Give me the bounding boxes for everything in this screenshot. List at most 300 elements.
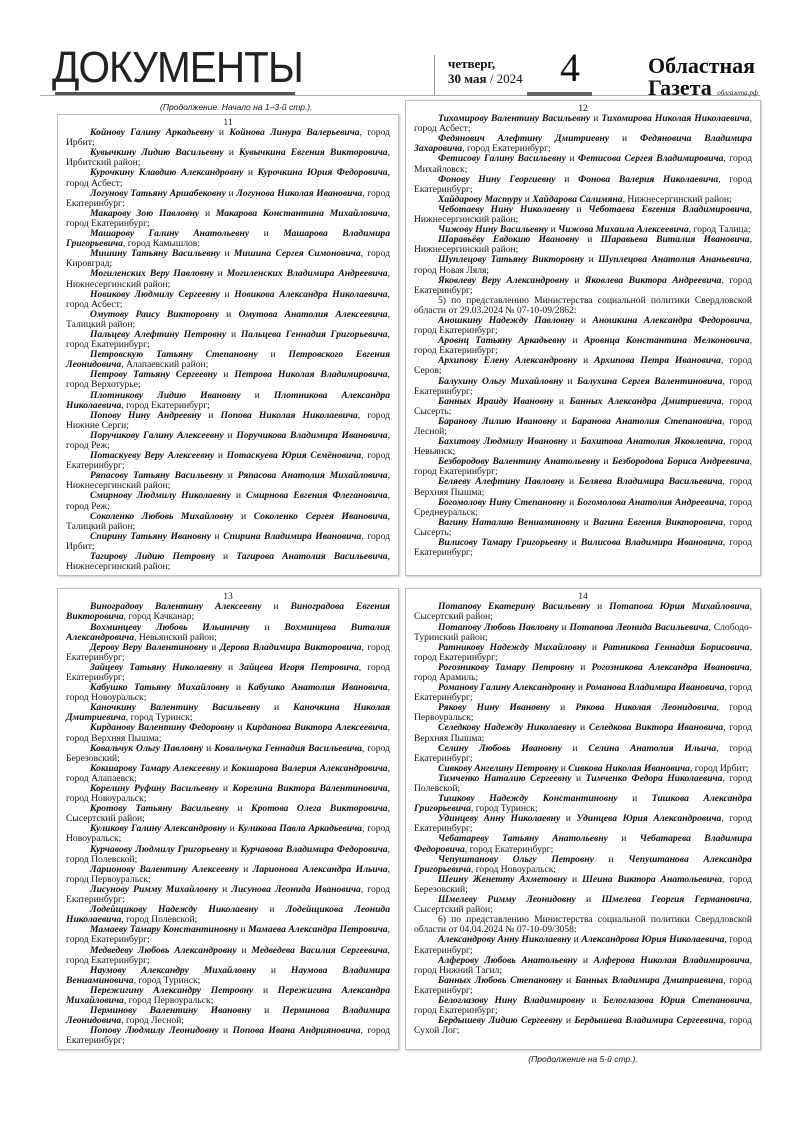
person-name: Баранову Лилию Ивановну <box>438 415 557 427</box>
person-name: Соколенко Сергея Ивановича <box>253 510 388 522</box>
conjunction: и <box>226 308 232 320</box>
person-name: Ларионову Валентину Алексеевну <box>90 863 239 875</box>
conjunction: и <box>561 621 567 633</box>
list-item: Чеботаеву Нину Николаевну и Чеботаева Евгения Владимировича, Нижнесергинский район; <box>414 203 752 226</box>
location: город Кировград; <box>66 248 390 270</box>
list-item: Алферову Любовь Анатольевну и Алферова Николая Владимировича, город Нижний Тагил; <box>414 954 752 976</box>
location: Невьянский район; <box>138 631 217 643</box>
list-item: Чижову Нину Васильевну и Чижова Михаила Алексеевича, город Талица; <box>438 224 751 236</box>
list-item: Тимченко Наталию Сергеевну и Тимченко Федора Николаевича, город Полевской; <box>414 772 753 794</box>
person-name: Тишкову Надежду Константиновну <box>438 793 618 805</box>
location: город Екатеринбург; <box>414 682 752 704</box>
list-item: Новикову Людмилу Сергеевну и Новикова Александра Николаевича, город Асбест; <box>66 288 390 310</box>
list-item: Лодейщикову Надежду Николаевну и Лодейщикова Леонида Николаевича, город Полевской; <box>66 904 390 926</box>
person-name: Ряпасова Анатолия Михайловича <box>237 470 388 482</box>
document-page-11 <box>57 114 399 576</box>
conjunction: и <box>569 153 575 165</box>
section-number: 13 <box>223 591 233 603</box>
person-name: Селина Анатолия Ильича <box>588 742 717 754</box>
conjunction: и <box>264 1005 270 1017</box>
conjunction: и <box>573 934 579 946</box>
list-item: Белоглазову Нину Владимировну и Белоглазова Юрия Степановича, город Екатеринбург; <box>414 994 752 1017</box>
list-item: Куликову Галину Александровну и Куликова Павла Аркадьевича, город Новоуральск; <box>66 823 390 845</box>
location: город Невьянск; <box>414 436 753 458</box>
person-name: Мамаеву Тамару Константиновну <box>90 924 238 936</box>
person-name: Вагину Наталию Вениаминовну <box>438 516 580 528</box>
person-name: Дерова Владимира Викторовича <box>219 641 362 653</box>
person-name: Бердышеву Лидию Сергеевну <box>438 1015 563 1027</box>
list-item: Чепуштанову Ольгу Петровну и Чепуштанова Александра Григорьевича, город Новоуральск; <box>414 853 752 875</box>
list-item: Кокшарову Тамару Алексеевну и Кокшарова Валерия Александровича, город Алапаевск; <box>66 762 391 784</box>
conjunction: и <box>235 682 241 694</box>
person-name: Банных Ираиду Ивановну <box>438 395 554 407</box>
person-name: Лодейщикова Леонида Николаевича <box>66 904 390 926</box>
person-name: Кротову Татьяну Васильевну <box>90 803 229 815</box>
conjunction: и <box>214 530 220 542</box>
continued-to-note: (Продолжение на 5-й стр.). <box>528 1054 638 1065</box>
person-name: Виноградова Евгения Викторовича <box>66 601 391 623</box>
list-item: Лисунову Римму Михайловну и Лисунова Леонида Ивановича, город Екатеринбург; <box>66 883 390 906</box>
list-item: Потапову Любовь Павловну и Потапова Леонида Васильевича, Слободо-Туринский район; <box>414 621 753 643</box>
person-name: Чебатареву Татьяну Анатольевну <box>438 833 608 845</box>
list-item: Балухину Ольгу Михайловну и Балухина Сергея Валентиновича, город Екатеринбург; <box>414 375 752 397</box>
list-item: Рогозникову Тамару Петровну и Рогозникова Александра Ивановича, город Арамиль; <box>414 661 753 683</box>
conjunction: и <box>211 641 217 653</box>
list-item: Беляеву Алефтину Павловну и Беляева Владимира Васильевича, город Верхняя Пышма; <box>414 476 752 498</box>
person-name: Потапова Леонида Васильевича <box>569 621 709 633</box>
person-name: Фонову Нину Георгиевну <box>438 173 556 185</box>
person-name: Виноградову Валентину Алексеевну <box>90 601 262 613</box>
list-item: Пережигину Александру Петровну и Пережигина Александра Михайловича, город Первоуральск; <box>66 984 391 1006</box>
location: город Екатеринбург; <box>66 1025 391 1047</box>
person-name: Мишина Сергея Симоновича <box>233 248 361 260</box>
person-name: Вилисова Владимира Ивановича <box>580 537 723 549</box>
conjunction: и <box>580 722 586 734</box>
person-name: Чижова Михаила Алексеевича <box>558 224 689 236</box>
conjunction: и <box>217 268 223 280</box>
conjunction: и <box>208 409 214 421</box>
person-name: Аношкина Александра Федоровича <box>592 314 750 326</box>
conjunction: и <box>632 793 638 805</box>
list-item: Бахитову Людмилу Ивановну и Бахитова Анатолия Яковлевича, город Невьянск; <box>414 436 753 458</box>
person-name: Банных Александра Дмитриевича <box>569 395 722 407</box>
conjunction: и <box>586 894 592 906</box>
location: Сысертский район; <box>414 904 493 916</box>
list-item: Кротову Татьяну Васильевну и Кротова Олега Викторовича, Сысертский район; <box>66 803 390 825</box>
list-item: Мишину Татьяну Васильевну и Мишина Сергея Симоновича, город Кировград; <box>66 248 390 270</box>
conjunction: и <box>560 762 566 774</box>
list-item: Петровскую Татьяну Степановну и Петровского Евгения Леонидовича, Алапаевский район; <box>66 349 391 371</box>
location: Алапаевский район; <box>125 359 209 371</box>
person-name: Наумову Александру Михайловну <box>90 964 256 976</box>
list-item: Петрову Татьяну Сергеевну и Петрова Николая Владимировича, город Верхотурье; <box>66 369 391 391</box>
conjunction: и <box>264 621 270 633</box>
list-item: Кирданову Валентину Федоровну и Кирданова Виктора Алексеевича, город Верхняя Пышма; <box>66 722 390 744</box>
list-item: Соколенко Любовь Михайловну и Соколенко Сергея Ивановича, Талицкий район; <box>66 510 390 532</box>
location: город Нижние Серги; <box>66 409 390 431</box>
person-name: Поручикову Галину Алексеевну <box>90 429 224 441</box>
person-name: Попова Ивана Андрияновича <box>232 1025 361 1037</box>
location: город Новоуральск; <box>66 823 390 845</box>
person-name: Петрова Николая Владимировича <box>234 369 388 381</box>
list-item: Корелину Руфину Васильевну и Корелина Виктора Валентиновича, город Новоуральск; <box>66 783 391 805</box>
list-item: Вохминцеву Любовь Ильиничну и Вохминцева Виталия Александровича, Невьянский район; <box>66 621 390 643</box>
location: город Арамиль; <box>414 671 479 683</box>
location: Талицкий район; <box>66 520 136 532</box>
list-item: Дерову Веру Валентиновну и Дерова Владимира Викторовича, город Екатеринбург; <box>66 641 391 663</box>
person-name: Александрова Юрия Николаевича <box>581 934 725 946</box>
location: город Екатеринбург; <box>66 641 391 663</box>
list-item: 6) по представлению Министерства социальной политики Свердловской области от 04.04.2024 № 07-10-09/3058: <box>414 914 752 936</box>
list-item: Курчавову Людмилу Григорьевну и Курчавова Владимира Федоровича, город Полевской; <box>66 843 390 865</box>
conjunction: и <box>223 1025 229 1037</box>
person-name: Бахитова Анатолия Яковлевича <box>580 436 723 448</box>
person-name: Шеину Женетту Ахметовну <box>438 873 568 885</box>
conjunction: и <box>274 702 280 714</box>
person-name: Шуплецова Анатолия Ананьевича <box>598 254 750 266</box>
list-item: Потаскуеву Веру Алексеевну и Потаскуева Юрия Семёновича, город Екатеринбург; <box>66 450 390 472</box>
conjunction: и <box>576 203 582 215</box>
person-name: Новикова Александра Николаевича <box>234 288 388 300</box>
person-name: Фетисова Сергея Владимировича <box>578 153 724 165</box>
conjunction: и <box>273 601 279 613</box>
person-name: Шмелева Георгия Германовича <box>601 894 750 906</box>
person-name: Пережигина Александра Михайловича <box>66 984 391 1006</box>
person-name: Пережигину Александру Петровну <box>90 984 254 996</box>
list-item: Аношкину Надежду Павловну и Аношкина Александра Федоровича, город Екатеринбург; <box>414 314 753 337</box>
conjunction: и <box>228 661 234 673</box>
location: город Лесной; <box>125 1015 185 1027</box>
person-name: Балухину Ольгу Михайловну <box>438 375 563 387</box>
conjunction: и <box>575 772 582 784</box>
location: город Екатеринбург; <box>414 325 498 337</box>
person-name: Попову Нину Андреевну <box>90 409 202 421</box>
list-item: Шеину Женетту Ахметовну и Шеина Виктора Анатольевича, город Березовский; <box>414 873 752 895</box>
list-item: Ряпасову Татьяну Васильевну и Ряпасова Анатолия Михайловича, Нижнесергинский район; <box>66 470 390 492</box>
person-name: Медведева Василия Сергеевича <box>251 944 388 956</box>
person-name: Перминову Валентину Ивановну <box>90 1005 252 1017</box>
conjunction: и <box>583 355 589 367</box>
location: город Новоуральск; <box>475 863 557 875</box>
person-name: Кирданову Валентину Федоровну <box>90 722 235 734</box>
conjunction: и <box>227 470 233 482</box>
location: город Екатеринбург; <box>66 450 390 472</box>
person-name: Тимченко Федора Николаевича <box>585 772 723 784</box>
person-name: Дерову Веру Валентиновну <box>90 641 208 653</box>
person-name: Петровскую Татьяну Степановну <box>90 349 258 361</box>
person-name: Богомолова Анатолия Андреевича <box>577 496 725 508</box>
person-name: Сивкова Николая Ивановича <box>568 762 690 774</box>
list-item: Зайцеву Татьяну Николаевну и Зайцева Игоря Петровича, город Екатеринбург; <box>66 661 390 683</box>
person-name: Шаравьева Виталия Ивановича <box>600 234 750 246</box>
list-item: Фонову Нину Георгиевну и Фонова Валерия Николаевича, город Екатеринбург; <box>414 173 752 195</box>
person-name: Баранова Анатолия Степановича <box>571 415 723 427</box>
person-name: Вохминцева Виталия Александровича <box>66 621 390 643</box>
list-item: Спирину Татьяну Ивановну и Спирина Владимира Ивановича, город Ирбит; <box>66 530 390 552</box>
list-item: Безбородову Валентину Анатольевну и Безбородова Бориса Андреевича, город Екатеринбург; <box>414 456 752 478</box>
person-name: Банных Владимира Дмитриевича <box>575 974 724 986</box>
person-name: Алферова Николая Владимировича <box>593 954 750 966</box>
person-name: Койнова Линура Валерьевича <box>229 127 360 139</box>
location: Нижнесергинский район; <box>414 214 519 226</box>
location: город Новоуральск; <box>66 793 147 805</box>
person-name: Корелина Виктора Валентиновича <box>232 783 388 794</box>
person-name: Спирину Татьяну Ивановну <box>90 530 211 542</box>
list-item: Макарову Зою Павловну и Макарова Константина Михайловича, город Екатеринбург; <box>66 207 390 229</box>
person-name: Потапова Юрия Михайловича <box>609 601 750 613</box>
person-name: Рякову Нину Ивановну <box>438 702 550 714</box>
person-name: Тагирову Лидию Петровну <box>90 551 215 563</box>
location: город Екатеринбург; <box>414 537 752 559</box>
person-name: Машарову Галину Анатольевну <box>90 228 250 240</box>
person-name: Лисунову Римму Михайловну <box>90 883 219 895</box>
location: город Асбест; <box>414 123 471 135</box>
location: город Екатеринбург; <box>126 399 210 411</box>
list-item: Наумову Александру Михайловну и Наумова Владимира Вениаминовича, город Туринск; <box>66 964 390 986</box>
person-name: Архипова Петра Ивановича <box>594 355 721 367</box>
location: город Екатеринбург; <box>66 883 390 906</box>
conjunction: и <box>262 984 269 996</box>
location: город Екатеринбург; <box>66 217 150 229</box>
location: город Михайловск; <box>414 153 753 175</box>
conjunction: и <box>591 994 597 1006</box>
page-number: 4 <box>560 45 580 90</box>
list-item: Александрову Анну Николаевну и Александрова Юрия Николаевича, город Екатеринбург; <box>414 934 753 956</box>
conjunction: и <box>565 1015 571 1027</box>
location: город Екатеринбург; <box>414 934 753 956</box>
person-name: Вагина Евгения Викторовича <box>592 516 723 528</box>
location: Нижнесергинский район; <box>66 480 171 492</box>
person-name: Зайцеву Татьяну Николаевну <box>90 661 222 673</box>
conjunction: и <box>241 944 247 956</box>
person-name: Куликову Галину Александровну <box>90 823 227 835</box>
conjunction: и <box>254 389 260 401</box>
person-name: Богомолову Нину Степановну <box>438 496 567 508</box>
list-item: Койнову Галину Аркадьевну и Койнова Линура Валерьевича, город Ирбит; <box>66 127 391 149</box>
section-number: 11 <box>223 117 233 128</box>
person-name: Шаравьёву Евдокию Ивановну <box>438 234 579 246</box>
person-name: Рякова Николая Леонидовича <box>575 702 717 714</box>
conjunction: и <box>591 641 598 653</box>
person-name: Курчавова Владимира Федоровича <box>240 843 388 855</box>
section-rubric: ДОКУМЕНТЫ <box>52 43 303 92</box>
person-name: Архипову Елену Александровну <box>438 355 578 367</box>
location: город Туринск; <box>138 974 201 986</box>
list-item: Тихомирову Валентину Васильевну и Тихомирова Николая Николаевича, город Асбест; <box>414 113 752 135</box>
date-year: / 2024 <box>489 71 523 86</box>
conjunction: и <box>224 288 230 300</box>
document-page-13 <box>57 588 399 1050</box>
conjunction: и <box>560 702 566 714</box>
location: город Ирбит; <box>66 530 390 552</box>
conjunction: и <box>567 375 573 387</box>
person-name: Ратникова Геннадия Борисовича <box>602 641 750 653</box>
list-item: Плотникову Лидию Ивановну и Плотникова Александра Николаевича, город Екатеринбург; <box>66 389 390 411</box>
person-name: Соколенко Любовь Михайловну <box>90 510 234 522</box>
location: город Полевской; <box>414 772 753 794</box>
person-name: Корелину Руфину Васильевну <box>90 783 219 794</box>
person-name: Яковлеву Веру Александровну <box>438 274 569 286</box>
person-name: Рогозникова Александра Ивановича <box>591 661 750 673</box>
person-name: Потапову Любовь Павловну <box>438 621 559 633</box>
list-item: Вагину Наталию Вениаминовну и Вагина Евгения Викторовича, город Сысерть; <box>414 516 753 538</box>
conjunction: и <box>580 314 587 326</box>
conjunction: и <box>269 904 275 916</box>
person-name: Чижову Нину Васильевну <box>438 224 549 236</box>
person-name: Макарову Зою Павловну <box>90 207 200 219</box>
location: город Нижний Тагил; <box>414 964 502 976</box>
person-name: Могиленских Веру Павловну <box>90 268 214 280</box>
location: Нижнесергинский район; <box>66 561 171 573</box>
person-name: Чеботаева Евгения Владимировича <box>588 203 750 215</box>
person-name: Каночкина Николая Дмитриевича <box>66 702 391 724</box>
person-name: Плотникова Александра Николаевича <box>66 389 390 411</box>
person-name: Удинцева Юрия Александровича <box>576 813 722 825</box>
person-name: Тихомирова Николая Николаевича <box>601 113 750 125</box>
person-name: Безбородова Бориса Андреевича <box>612 456 750 468</box>
person-name: Селину Любовь Ивановну <box>438 742 562 754</box>
person-name: Яковлева Виктора Андреевича <box>584 274 722 286</box>
list-item: Яковлеву Веру Александровну и Яковлева Виктора Андреевича, город Екатеринбург; <box>414 274 753 296</box>
location: город Новоуральск; <box>66 692 147 704</box>
person-name: Чепуштанова Александра Григорьевича <box>414 853 752 875</box>
conjunction: и <box>232 843 238 855</box>
location: Нижнесергинский район; <box>66 278 171 290</box>
list-item: Курочкину Клавдию Александровну и Курочкина Юрия Федоровича, город Асбест; <box>66 167 390 189</box>
conjunction: и <box>222 762 228 774</box>
conjunction: и <box>524 193 530 205</box>
location: город Екатеринбург; <box>414 974 752 996</box>
list-item: Потапову Екатерину Васильевну и Потапова Юрия Михайловича, Сысертский район; <box>414 601 752 623</box>
list-item: Романову Галину Александровну и Романова Владимира Ивановича, город Екатеринбург; <box>414 682 752 704</box>
location: город Асбест; <box>66 298 123 310</box>
person-name: Вилисову Тамару Григорьевну <box>438 537 568 549</box>
weekday: четверг, <box>448 56 496 71</box>
conjunction: и <box>588 254 594 266</box>
person-name: Фетисову Галину Васильевну <box>438 153 566 165</box>
issue-date <box>448 56 523 86</box>
person-name: Плотникову Лидию Ивановну <box>90 389 241 401</box>
conjunction: и <box>230 328 237 340</box>
person-name: Мишину Татьяну Васильевну <box>90 248 221 260</box>
location: город Первоуральск; <box>414 702 753 724</box>
person-name: Ковальчук Ольгу Павловну <box>90 742 204 754</box>
location: город Полевской; <box>66 853 138 865</box>
list-item: Поручикову Галину Алексеевну и Поручикова Владимира Ивановича, город Реж; <box>66 429 390 451</box>
person-name: Вохминцеву Любовь Ильиничну <box>90 621 250 633</box>
logo-site: облгазета.рф <box>717 89 758 97</box>
list-item: Вилисову Тамару Григорьевну и Вилисова Владимира Ивановича, город Екатеринбург; <box>414 537 752 559</box>
location: город Сухой Лог; <box>414 1015 752 1037</box>
logo-line1: Областная <box>648 53 756 78</box>
header-separator <box>434 55 435 95</box>
location: город Екатеринбург; <box>414 173 752 195</box>
conjunction: и <box>270 349 276 361</box>
person-name: Койнову Галину Аркадьевну <box>90 127 214 139</box>
conjunction: и <box>572 873 578 885</box>
person-name: Спирина Владимира Ивановича <box>223 530 362 542</box>
person-name: Омутову Раису Викторовну <box>90 308 219 320</box>
person-name: Каночкину Валентину Васильевну <box>90 702 261 714</box>
location: город Екатеринбург; <box>414 1005 498 1017</box>
person-name: Потапову Екатерину Васильевну <box>438 601 591 613</box>
location: город Реж; <box>66 500 110 512</box>
person-name: Банных Любовь Степановну <box>438 974 563 986</box>
conjunction: и <box>580 661 586 673</box>
conjunction: и <box>582 954 588 966</box>
list-item: Машарову Галину Анатольевну и Машарова Владимира Григорьевича, город Камышлов; <box>66 228 390 250</box>
conjunction: и <box>237 803 243 815</box>
person-name: Логунова Николая Ивановича <box>236 187 363 199</box>
person-name: Кротова Олега Викторовича <box>251 803 388 815</box>
location: Слободо-Туринский район; <box>414 621 753 643</box>
location: город Ирбит; <box>694 762 749 774</box>
list-item: Аровнц Татьяну Аркадьевну и Аровнца Константина Мелконовича, город Екатеринбург; <box>414 335 752 357</box>
conjunction: и <box>237 722 243 734</box>
conjunction: и <box>218 127 225 139</box>
list-item: Смирнову Людмилу Николаевну и Смирнова Евгения Флегановича, город Реж; <box>66 490 391 512</box>
person-name: Куликова Павла Аркадьевича <box>237 823 362 835</box>
conjunction: и <box>565 813 571 825</box>
location: город Асбест; <box>66 177 123 189</box>
conjunction: и <box>223 369 229 381</box>
conjunction: и <box>223 551 229 563</box>
list-item: Медведеву Любовь Александровну и Медведева Василия Сергеевича, город Екатеринбург; <box>66 944 390 966</box>
person-name: Кокшарову Тамару Алексеевну <box>90 762 220 774</box>
location: город Екатеринбург; <box>66 954 150 966</box>
conjunction: и <box>593 113 599 125</box>
conjunction: и <box>608 853 614 865</box>
person-name: Кувычкину Лидию Васильевну <box>90 147 224 159</box>
list-item: Хайдарову Мастуру и Хайдарова Салимяна, Нижнесергинский район; <box>438 193 732 205</box>
list-item: Пальцеву Алефтину Петровну и Пальцева Геннадия Григорьевича, город Екатеринбург; <box>66 328 390 351</box>
list-item: Каночкину Валентину Васильевну и Каночкина Николая Дмитриевича, город Туринск; <box>66 702 391 724</box>
person-name: Ковальчука Геннадия Васильевича <box>214 742 362 754</box>
location: город Алапаевск; <box>66 772 137 784</box>
person-name: Пальцева Геннадия Григорьевича <box>240 328 388 340</box>
location: город Ирбит; <box>66 127 391 149</box>
conjunction: и <box>227 429 233 441</box>
person-name: Ратникову Надежду Михайловну <box>438 641 587 653</box>
location: город Екатеринбург; <box>414 651 498 663</box>
list-item: Омутову Раису Викторовну и Омутова Анатолия Алексеевича, Талицкий район; <box>66 308 390 330</box>
list-item: Рякову Нину Ивановну и Рякова Николая Леонидовича, город Первоуральск; <box>414 702 753 724</box>
newspaper-logo <box>648 55 758 104</box>
list-item: Федянович Алефтину Дмитриевну и Федяновича Владимира Захаровича, город Екатеринбург; <box>414 133 752 155</box>
location: город Екатеринбург; <box>414 375 752 397</box>
conjunction: и <box>240 924 246 936</box>
person-name: Романова Владимира Ивановича <box>585 682 725 694</box>
location: город Туринск; <box>130 712 193 724</box>
conjunction: и <box>577 682 583 694</box>
conjunction: и <box>571 537 577 549</box>
person-name: Белоглазова Юрия Степановича <box>603 994 750 1006</box>
conjunction: и <box>217 450 223 462</box>
list-item: Архипову Елену Александровну и Архипова Петра Ивановича, город Серов; <box>414 355 752 377</box>
person-name: Романову Галину Александровну <box>438 682 576 694</box>
location: город Камышлов; <box>127 238 201 250</box>
list-item: Селедкову Надежду Николаевну и Селедкова Виктора Ивановича, город Верхняя Пышма; <box>414 722 752 744</box>
person-name: Шмелеву Римму Леонидовну <box>438 894 576 906</box>
person-name: Бахитову Людмилу Ивановну <box>438 436 568 448</box>
person-name: Чепуштанову Ольгу Петровну <box>438 853 594 865</box>
list-item: Тишкову Надежду Константиновну и Тишкова Александра Григорьевича, город Туринск; <box>414 793 752 815</box>
person-name: Шеина Виктора Анатольевича <box>582 873 722 885</box>
logo-line2: Газета <box>648 75 712 100</box>
person-name: Аношкину Надежду Павловну <box>438 314 575 326</box>
location: город Верхняя Пышма; <box>414 722 752 744</box>
person-name: Александрову Анну Николаевну <box>438 934 572 946</box>
